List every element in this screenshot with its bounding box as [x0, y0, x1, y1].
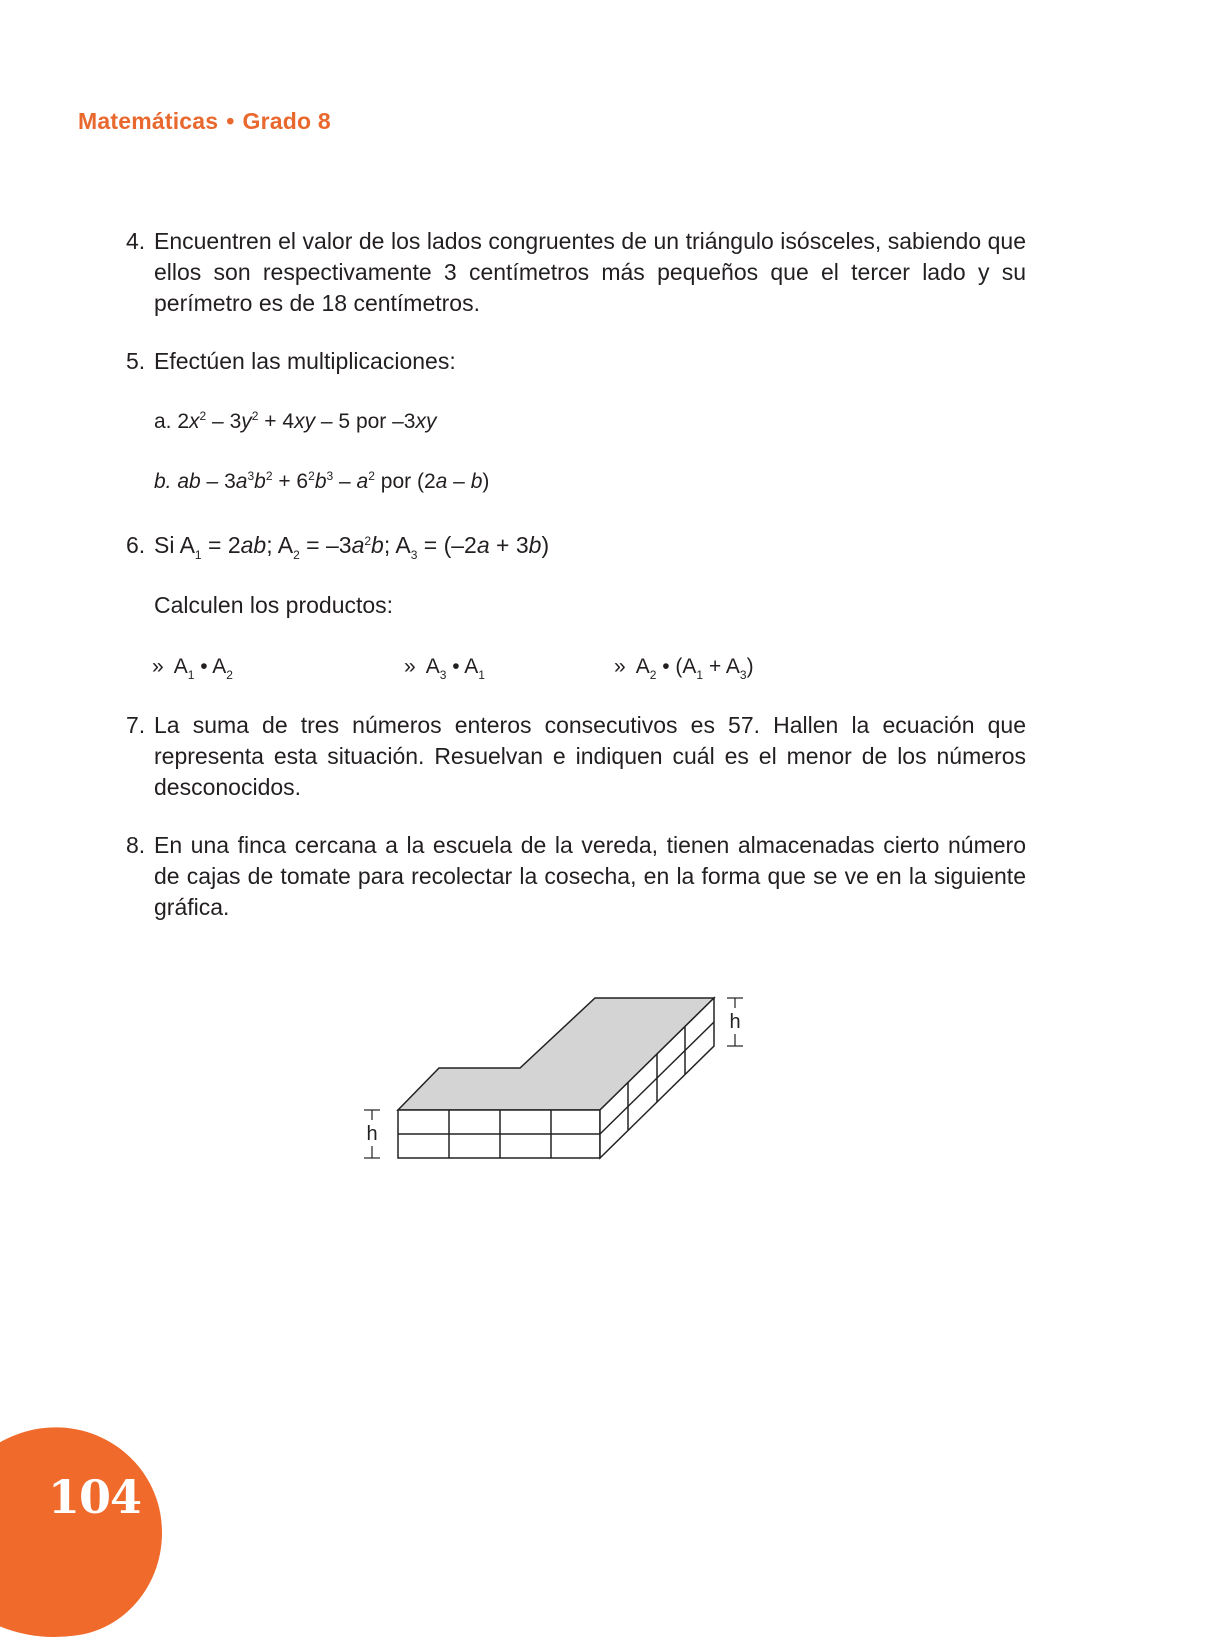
product-3: » $A_2$ • $(A_1 + A_3)$	[614, 655, 754, 682]
bullet: »	[614, 655, 626, 678]
instruction-text: Calculen los productos:	[154, 592, 394, 618]
question-number: 7.	[126, 712, 146, 738]
question-number: 6.	[126, 532, 146, 558]
question-6	[126, 530, 1026, 561]
height-label-left: h	[366, 1123, 378, 1145]
subject-title: Matemáticas	[78, 108, 219, 134]
question-8	[126, 830, 1026, 923]
product-2: » $A_3$ • $A_1$	[404, 655, 485, 682]
expression-a: a. $2x^2 - 3y^2 + 4xy - 5$ por –3xy	[154, 409, 437, 433]
item-label-b: b.	[154, 470, 172, 493]
page-number: 104	[48, 1470, 142, 1524]
question-text: Efectúen las multiplicaciones:	[154, 348, 456, 374]
question-definitions: Si $A_1 = 2ab$; $A_2 = -3a^2b$; $A_3 = (-2a + 3b)$	[154, 532, 550, 562]
expression-b: b. ab – $3a^3b^2 + 6^2b^3 - a^2$ por (2a – b)	[154, 469, 490, 493]
bullet: »	[152, 655, 164, 678]
bullet: »	[404, 655, 416, 678]
question-number: 4.	[126, 228, 146, 254]
page-number-tab	[0, 1414, 176, 1652]
question-7	[126, 710, 1026, 803]
por-word: por	[355, 410, 387, 433]
si-word: Si	[154, 532, 175, 558]
page-header	[78, 108, 331, 135]
question-text: La suma de tres números enteros consecutivos es 57. Hallen la ecuación que representa esta situación. Resuelvan e indiquen cuál es el menor de los números desconocidos.	[154, 712, 1026, 800]
question-5	[126, 346, 1026, 377]
boxes-figure	[350, 990, 770, 1180]
question-text: Encuentren el valor de los lados congruentes de un triángulo isósceles, sabiendo que ellos son respectivamente 3 centímetros más pequeños que el tercer lado y su perímetro es de 18 centímetros.	[154, 228, 1026, 316]
header-separator: •	[226, 108, 235, 134]
question-4	[126, 226, 1026, 319]
products-instruction	[126, 590, 1026, 621]
por-word: por	[380, 470, 412, 493]
grade-title: Grado 8	[242, 108, 331, 134]
question-number: 8.	[126, 832, 146, 858]
product-1: » $A_1$ • $A_2$	[152, 655, 233, 682]
height-label-right: h	[729, 1011, 741, 1033]
item-label-a: a.	[154, 410, 172, 433]
question-number: 5.	[126, 348, 146, 374]
question-text: En una finca cercana a la escuela de la vereda, tienen almacenadas cierto número de cajas de tomate para recolectar la cosecha, en la forma que se ve en la siguiente gráfica.	[154, 832, 1026, 920]
